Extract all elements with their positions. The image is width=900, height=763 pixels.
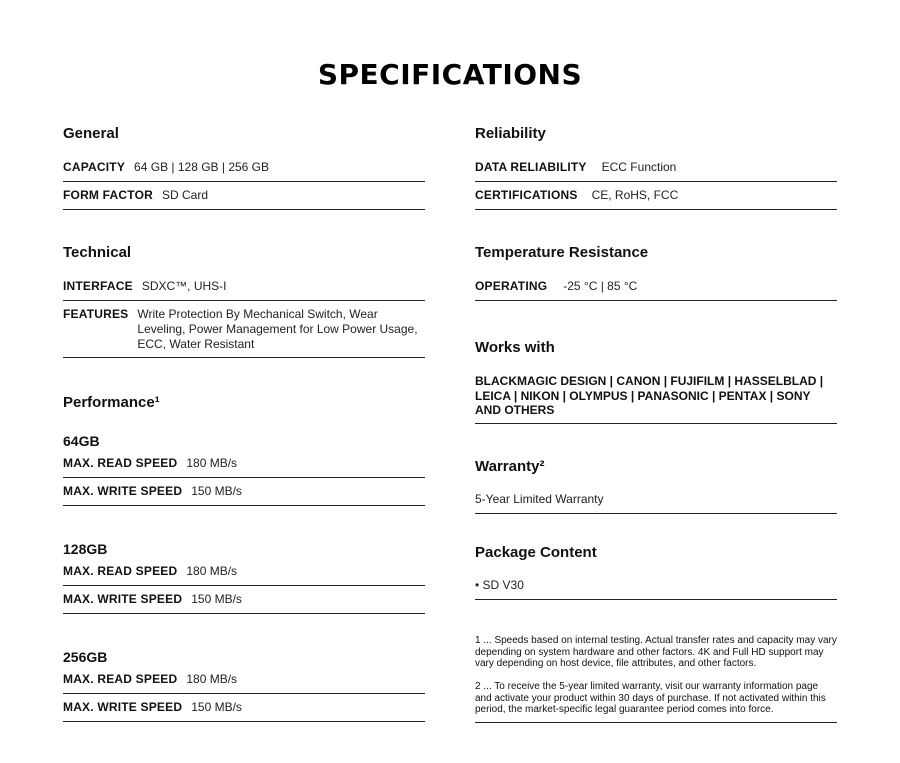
spec-value: SDXC™, UHS-I [141,279,227,293]
spec-label: MAX. READ SPEED [63,672,178,686]
spec-row-read-speed [63,672,425,694]
performance-heading: Performance¹ [63,394,160,411]
spec-label: MAX. WRITE SPEED [63,700,183,714]
spec-row-write-speed [63,484,425,506]
spec-label: FEATURES [63,307,129,321]
spec-value: 150 MB/s [191,700,242,714]
spec-row-read-speed [63,456,425,478]
spec-row-data-reliability [475,160,837,182]
spec-value: ECC Function [601,160,677,174]
spec-value: Write Protection By Mechanical Switch, Wear Leveling, Power Management for Low Power Usage, ECC, Water Resistant [137,307,418,351]
spec-label: MAX. READ SPEED [63,564,178,578]
page-title: SPECIFICATIONS [317,58,583,91]
spec-label: MAX. READ SPEED [63,456,178,470]
spec-value: SD Card [161,188,208,202]
spec-row-read-speed [63,564,425,586]
temperature-heading: Temperature Resistance [475,244,649,261]
package-heading: Package Content [475,544,597,561]
warranty-value: 5-Year Limited Warranty [475,492,604,506]
spec-row-form-factor [63,188,425,210]
spec-row-write-speed [63,592,425,614]
spec-value: 150 MB/s [191,592,242,606]
spec-label: MAX. WRITE SPEED [63,484,183,498]
spec-value: 150 MB/s [191,484,242,498]
spec-value: 180 MB/s [186,564,238,578]
footnote-2: 2 ... To receive the 5-year limited warranty, visit our warranty information page and activate your product within 30 days of purchase. If not activated within this period, the market-specific legal guarantee period comes into force. [475,681,837,723]
warranty-text [475,492,837,514]
capacity-group-256gb: 256GB [63,649,108,665]
spec-label: MAX. WRITE SPEED [63,592,183,606]
spec-row-certifications [475,188,837,210]
spec-row-operating [475,279,837,301]
spec-row-features [63,307,425,358]
spec-row-interface [63,279,425,301]
package-item [475,578,837,600]
warranty-heading: Warranty² [475,458,545,475]
spec-row-write-speed [63,700,425,722]
reliability-heading: Reliability [475,125,546,142]
spec-row-capacity [63,160,425,182]
compatible-brands: BLACKMAGIC DESIGN | CANON | FUJIFILM | HASSELBLAD | LEICA | NIKON | OLYMPUS | PANASONIC | PENTAX | SONY AND OTHERS [475,374,837,424]
spec-label: OPERATING [475,279,548,293]
spec-value: CE, RoHS, FCC [591,188,679,202]
footnote-1: 1 ... Speeds based on internal testing. Actual transfer rates and capacity may vary depending on system hardware and other factors. 4K and Full HD support may vary depending on host device, file attributes, and other factors. [475,635,837,669]
spec-label: FORM FACTOR [63,188,153,202]
technical-heading: Technical [63,244,132,261]
capacity-group-128gb: 128GB [63,541,108,557]
works-with-heading: Works with [475,339,555,356]
package-value: • SD V30 [475,578,524,592]
spec-label: DATA RELIABILITY [475,160,587,174]
general-heading: General [63,125,119,142]
spec-value: 180 MB/s [186,672,238,686]
spec-value: -25 °C | 85 °C [563,279,638,293]
spec-label: CAPACITY [63,160,126,174]
spec-value: 64 GB | 128 GB | 256 GB [134,160,270,174]
spec-label: CERTIFICATIONS [475,188,578,202]
spec-label: INTERFACE [63,279,133,293]
spec-value: 180 MB/s [186,456,238,470]
capacity-group-64gb: 64GB [63,433,100,449]
